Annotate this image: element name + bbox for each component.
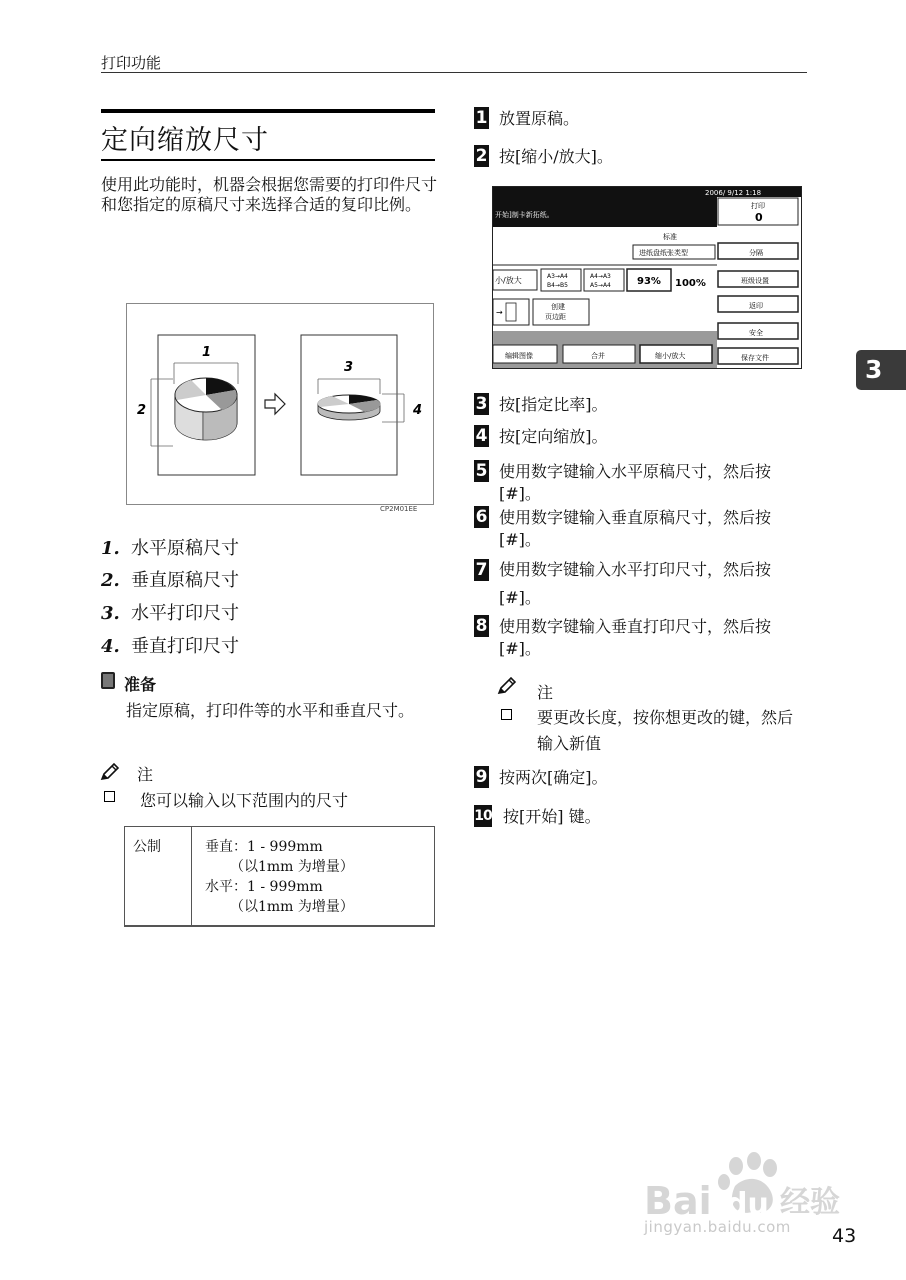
range-table-bottom-rule: [124, 925, 435, 927]
panel-arrow-glyph: →: [496, 308, 503, 317]
svg-text:Bai: Bai: [644, 1179, 712, 1223]
legend-number: 1.: [101, 538, 120, 559]
range-table-category: 公制: [133, 839, 161, 855]
legend-item: [101, 599, 239, 625]
legend-text: 垂直原稿尺寸: [131, 570, 239, 591]
pencil-note-icon: [100, 762, 122, 782]
step-text: 按两次[确定]。: [499, 768, 608, 787]
step-number: 6: [475, 507, 488, 527]
step-text: 使用数字键输入垂直原稿尺寸，然后按[#]。: [499, 508, 772, 549]
diagram-label-1: 1: [202, 345, 212, 360]
panel-preset-2a: A4→A3: [590, 273, 611, 280]
chapter-tab: 3: [856, 350, 906, 390]
legend-text: 水平打印尺寸: [131, 603, 239, 624]
panel-preset-1a: A3→A4: [547, 273, 568, 280]
page-number: 43: [832, 1225, 857, 1247]
range-table-divider: [191, 826, 192, 926]
step-number: 10: [474, 805, 492, 827]
diagram-label-2: 2: [137, 403, 147, 418]
panel-right-button: 分隔: [749, 249, 763, 257]
panel-preset-2b: A5→A4: [590, 282, 611, 289]
panel-bottom-tab: 缩小/放大: [655, 352, 686, 360]
running-header: 打印功能: [101, 54, 162, 72]
diagram-label-3: 3: [344, 360, 354, 375]
panel-print-count: 0: [755, 211, 763, 224]
pencil-note-icon: [497, 676, 519, 696]
control-panel-svg: [493, 187, 801, 368]
panel-bottom-tab: 编辑图像: [505, 352, 533, 360]
step-text: 按[缩小/放大]。: [499, 147, 613, 166]
panel-status: 开始]制卡新拓纸。: [495, 211, 554, 219]
legend-number: 4.: [101, 636, 120, 657]
legend-number: 3.: [101, 603, 120, 624]
range-table-line: 水平：1 - 999mm: [205, 879, 323, 895]
panel-ratio: 93%: [637, 276, 661, 287]
panel-reduce-enlarge: 小/放大: [495, 276, 522, 285]
step-number: 3: [475, 394, 488, 414]
checkbox-bullet-icon: [104, 791, 115, 802]
panel-right-button: 返印: [749, 302, 763, 310]
panel-full: 100%: [675, 278, 706, 289]
step-text: 使用数字键输入水平原稿尺寸，然后按[#]。: [499, 462, 772, 503]
panel-standard: 标准: [663, 233, 677, 241]
panel-bottom-tab: 合并: [591, 352, 605, 360]
panel-create-margin-2: 页边距: [545, 313, 566, 321]
range-table-line: （以1mm 为增量）: [230, 899, 354, 915]
step-text: 按[指定比率]。: [499, 395, 608, 414]
step-number: 8: [475, 616, 488, 636]
step-text: 使用数字键输入垂直打印尺寸，然后按[#]。: [499, 617, 772, 658]
watermark-url: jingyan.baidu.com: [644, 1218, 791, 1236]
panel-right-button: 保存文件: [741, 354, 769, 362]
panel-right-button: 安全: [749, 329, 763, 337]
panel-datetime: 2006/ 9/12 1:18: [705, 189, 762, 197]
note-label: 注: [137, 765, 154, 784]
preparation-label: 准备: [124, 675, 157, 694]
note-label: 注: [537, 683, 554, 702]
panel-right-button: 班级设置: [741, 277, 769, 285]
section-title: 定向缩放尺寸: [101, 125, 269, 156]
preparation-icon: [101, 672, 115, 689]
note-text: 要更改长度，按你想更改的键，然后输入新值: [537, 708, 794, 753]
panel-paper-type: 进纸盘纸张类型: [639, 249, 688, 257]
svg-text:经验: 经验: [780, 1185, 840, 1220]
legend-number: 2.: [101, 570, 120, 591]
scaling-diagram-svg: [127, 304, 433, 504]
checkbox-bullet-icon: [501, 709, 512, 720]
note-text: 您可以输入以下范围内的尺寸: [140, 791, 349, 810]
step-text: 按[定向缩放]。: [499, 427, 608, 446]
panel-print-label: 打印: [751, 202, 765, 210]
scaling-diagram: [126, 303, 434, 505]
step-number: 1: [475, 108, 488, 128]
legend-item: [101, 534, 239, 560]
legend-text: 垂直打印尺寸: [131, 636, 239, 657]
title-rule-bottom: [101, 159, 435, 161]
preparation-text: 指定原稿，打印件等的水平和垂直尺寸。: [126, 701, 415, 720]
range-table-line: 垂直：1 - 999mm: [205, 839, 323, 855]
step-text: 放置原稿。: [499, 109, 580, 128]
legend-text: 水平原稿尺寸: [131, 538, 239, 559]
step-text: 按[开始] 键。: [503, 807, 601, 826]
step-number: 4: [475, 426, 488, 446]
step-number: 9: [475, 767, 488, 787]
step-number: 7: [475, 560, 488, 580]
section-intro: 使用此功能时，机器会根据您需要的打印件尺寸和您指定的原稿尺寸来选择合适的复印比例。: [101, 175, 438, 214]
panel-preset-1b: B4→B5: [547, 282, 568, 289]
diagram-code: CP2M01EE: [380, 505, 418, 513]
step-number: 2: [475, 146, 488, 166]
step-number: 5: [475, 461, 488, 481]
legend-item: [101, 632, 239, 658]
legend-item: [101, 566, 239, 592]
header-rule: [101, 72, 807, 73]
step-text: 使用数字键输入水平打印尺寸，然后按[#]。: [499, 560, 772, 607]
panel-create-margin-1: 创建: [551, 303, 565, 311]
control-panel-screenshot: [492, 186, 802, 369]
diagram-label-4: 4: [413, 403, 423, 418]
range-table-line: （以1mm 为增量）: [230, 859, 354, 875]
svg-text:du: du: [726, 1187, 769, 1222]
title-rule-top: [101, 109, 435, 113]
